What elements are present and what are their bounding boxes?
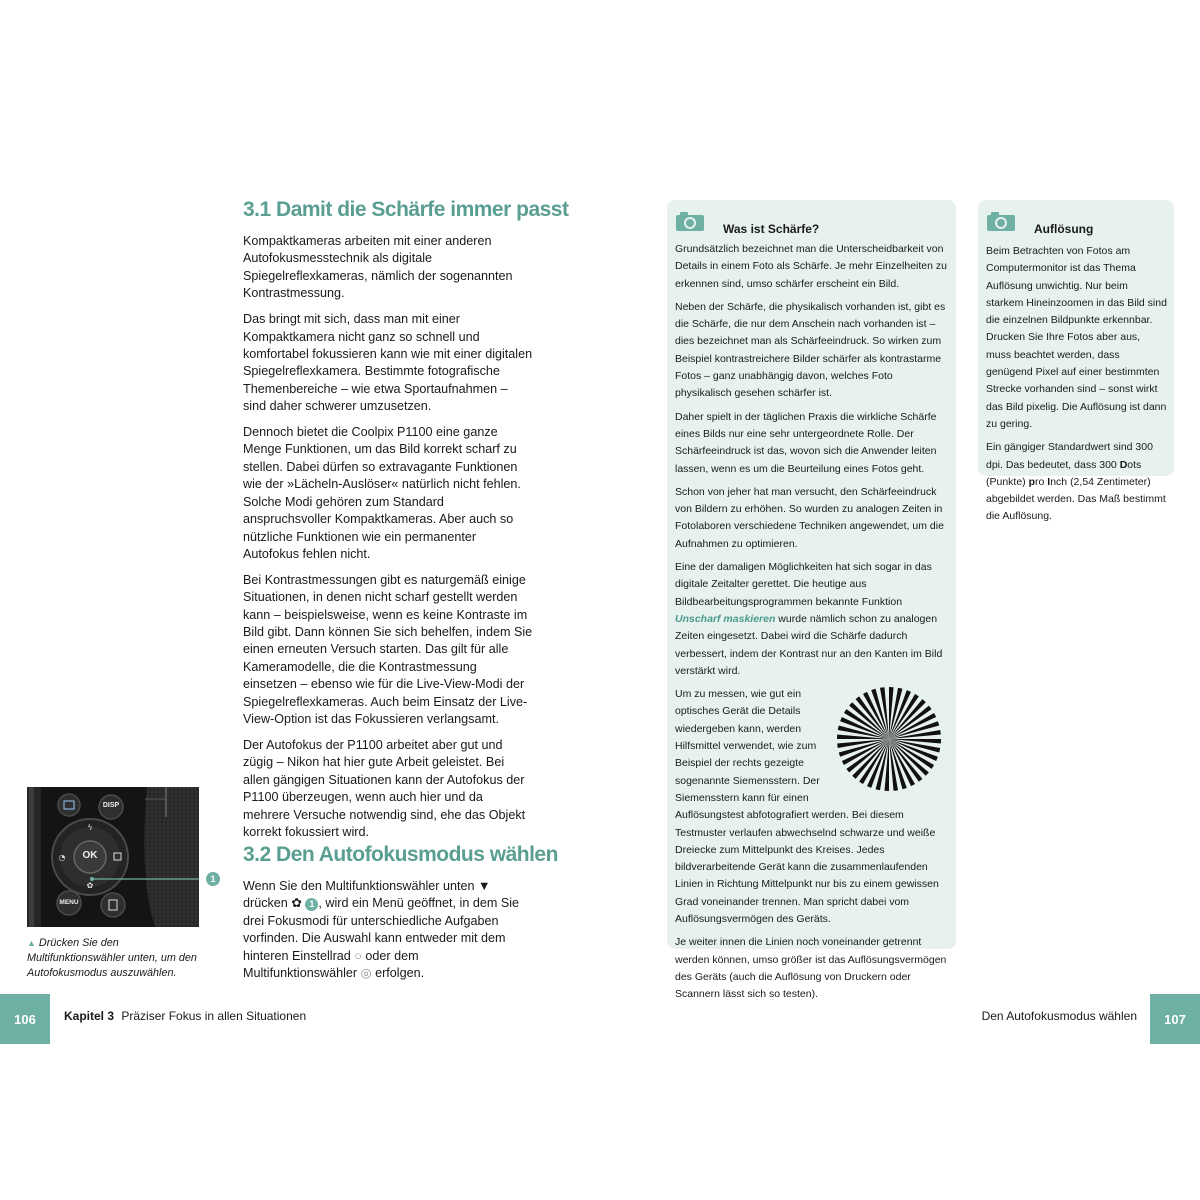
- triangle-down-icon: ▼: [478, 879, 491, 893]
- box-text: [986, 243, 1168, 532]
- chapter-title: Präziser Fokus in allen Situationen: [121, 1009, 307, 1023]
- star-wedge: [889, 687, 894, 739]
- menu-button-label: MENU: [59, 899, 79, 906]
- page-number-left: 106: [0, 994, 50, 1044]
- paragraph: Dennoch bietet die Coolpix P1100 eine ganze Menge Funktionen, um das Bild korrekt scharf zu stellen. Dabei dürfen so extravagante Funktionen wie der »Lächeln-Auslöser« natürlich nicht fehlen. Solche Modi gehören zum Standard anspruchsvoller Kompaktkameras. Aber auch so nützliche Funktionen wie ein permanenter Autofokus fehlen nicht.: [243, 425, 521, 561]
- main-text-column: [243, 233, 533, 850]
- section-heading-3-2: 3.2 Den Autofokusmodus wählen: [243, 843, 558, 866]
- paragraph: Schon von jeher hat man versucht, den Schärfeeindruck von Bildern zu erhöhen. So wurden zu analogen Zeiten in Fotolaboren verschiedene Techniken angewendet, um die Aufnahmen zu optimieren.: [675, 485, 944, 550]
- paragraph: Ein gängiger Standardwert sind 300 dpi. Das bedeutet, dass 300 Dots (Punkte) pro Inch (2,54 Zentimeter) abgebildet werden. Das Maß bestimmt die Auflösung.: [986, 441, 1166, 523]
- info-box-aufloesung: [978, 200, 1174, 523]
- section-3-2-text: [243, 878, 533, 982]
- paragraph: Daher spielt in der täglichen Praxis die wirkliche Schärfe eines Bilds nur eine sehr untergeordnete Rolle. Der Schärfeeindruck ist das, wovon sich die Anwender leiten lassen, wenn es um die Beurteilung eines Fotos geht.: [675, 410, 937, 475]
- box-title: Was ist Schärfe?: [723, 222, 820, 236]
- camera-icon: [675, 210, 705, 232]
- term-unscharf-maskieren: Unscharf maskieren: [675, 612, 776, 625]
- paragraph: Eine der damaligen Möglichkeiten hat sich sogar in das digitale Zeitalter gerettet. Die heutige aus Bildbearbeitungsprogrammen bekannte Funktion Unscharf maskieren wurde nämlich schon zu analogen Zeiten eingesetzt. Dabei wird die Schärfe dadurch verbessert, indem der Kontrast nur an den Kanten im Bild verstärkt wird.: [675, 561, 943, 677]
- footer-chapter: [64, 1009, 306, 1023]
- paragraph: Wenn Sie den Multifunktionswähler unten ▼ drücken ✿ 1 , wird ein Menü geöffnet, in dem Sie drei Fokusmodi für unterschiedliche Aufgaben vorfinden. Die Auswahl kann entweder mit dem hinteren Einstellrad ○ oder dem Multifunktionswähler ◎ erfolgen.: [243, 879, 520, 981]
- ok-button-label: OK: [82, 850, 98, 861]
- section-heading-3-1: 3.1 Damit die Schärfe immer passt: [243, 198, 569, 221]
- paragraph: Neben der Schärfe, die physikalisch vorhanden ist, gibt es die Schärfe, die nur dem Anschein nach vorhanden ist – dies bezeichnet man als Schärfeeindruck. So wirken zum Beispiel kontrastreichere Bilder schärfer als kontrastarme Fotos – ganz unabhängig davon, welches Foto physikalisch gesehen schärfer ist.: [675, 300, 946, 400]
- paragraph: Je weiter innen die Linien noch voneinander getrennt werden können, umso größer ist das Auflösungsvermögen des Geräts (auch die Auflösung von Druckern oder Scannern lässt sich so testen).: [675, 936, 947, 1001]
- camera-back-photo: [27, 787, 199, 927]
- paragraph: Um zu messen, wie gut ein optisches Gerät die Details wiedergeben kann, werden Hilfsmittel verwendet, wie zum Beispiel der rechts gezeigte sogenannte Siemensstern. Der Siemensstern kann für einen Auflösungstest abfotografiert werden. Bei diesem Testmuster verlaufen abwechselnd schwarze und weiße Dreiecke zum Mittelpunkt des Kreises. Jedes bildverarbeitende Gerät kann die zusammenlaufenden Linien in Richtung Mittelpunkt nur bis zu einem gewissen Grad voneinander trennen. Man spricht dabei vom Auflösungsvermögen des Geräts.: [675, 688, 939, 925]
- footer-section-title: Den Autofokusmodus wählen: [981, 1009, 1137, 1023]
- caption-marker-icon: ▲: [27, 938, 36, 948]
- svg-text:ϟ: ϟ: [87, 823, 93, 832]
- star-wedge: [837, 735, 889, 740]
- page-number-right: 107: [1150, 994, 1200, 1044]
- callout-badge: 1: [305, 898, 318, 911]
- svg-text:◔: ◔: [58, 853, 66, 862]
- siemensstern-image: [836, 686, 942, 792]
- star-wedge: [884, 739, 889, 791]
- paragraph: Bei Kontrastmessungen gibt es naturgemäß einige Situationen, in denen nicht scharf gestellt werden kann – beispielsweise, wenn es keine Kontraste im Bild gibt. Dann können Sie sich behelfen, indem Sie einen erneuten Versuch starten. Das gilt für alle Kameramodelle, die die Kontrastmessung einsetzen – ebenso wie für die Live-View-Modi der Spiegelreflexkameras. Auch beim Einsatz der Live-View-Option ist das Fokussieren verlangsamt.: [243, 572, 533, 727]
- disp-button-label: DISP: [102, 802, 120, 809]
- paragraph: Grundsätzlich bezeichnet man die Unterscheidbarkeit von Details in einem Foto als Schärfe. Je mehr Einzelheiten zu erkennen sind, umso schärfer erscheint ein Bild.: [675, 243, 947, 290]
- photo-callout-badge: 1: [206, 872, 220, 886]
- multi-selector-icon: ◎: [360, 966, 372, 981]
- info-box-schaerfe: [667, 200, 956, 1001]
- dial-icon: ○: [354, 948, 362, 963]
- box-title: Auflösung: [1034, 222, 1094, 236]
- paragraph: Das bringt mit sich, dass man mit einer Kompaktkamera nicht ganz so schnell und komfortabel fokussieren kann wie mit einer digitalen Spiegelreflexkamera. Bestimmte fotografische Themenbereiche – wie etwa Sportaufnahmen – sind daher schwerer umzusetzen.: [243, 312, 533, 414]
- paragraph: Kompaktkameras arbeiten mit einer anderen Autofokusmesstechnik als digitale Spiegelreflexkameras, nämlich der sogenannten Kontrastmessung.: [243, 234, 513, 301]
- siemensstern-wrap: [836, 686, 948, 798]
- camera-icon: [986, 210, 1016, 232]
- paragraph: Der Autofokus der P1100 arbeitet aber gut und zügig – Nikon hat hier gute Arbeit geleistet. Bei allen gängigen Situationen kann der Autofokus der P1100 überzeugen, wenn auch hier und da mehrere Versuche notwendig sind, ehe das Objekt korrekt fokussiert wird.: [243, 737, 526, 839]
- photo-caption: ▲ Drücken Sie den Multifunktionswähler unten, um den Autofokusmodus auszuwählen.: [27, 937, 197, 979]
- chapter-label: Kapitel 3: [64, 1009, 115, 1023]
- box-text: [675, 241, 948, 1009]
- svg-text:✿: ✿: [86, 881, 94, 890]
- flower-icon: ✿: [291, 896, 302, 911]
- paragraph: Beim Betrachten von Fotos am Computermonitor ist das Thema Auflösung unwichtig. Nur beim starkem Hineinzoomen in das Bild sind die einzelnen Bildpunkte erkennbar. Drucken Sie Ihre Fotos aber aus, muss beachtet werden, dass genügend Pixel auf einer bestimmten Strecke vorhanden sind – sonst wirkt das Bild pixelig. Die Auflösung ist dann zu gering.: [986, 245, 1167, 430]
- star-wedge: [889, 739, 941, 744]
